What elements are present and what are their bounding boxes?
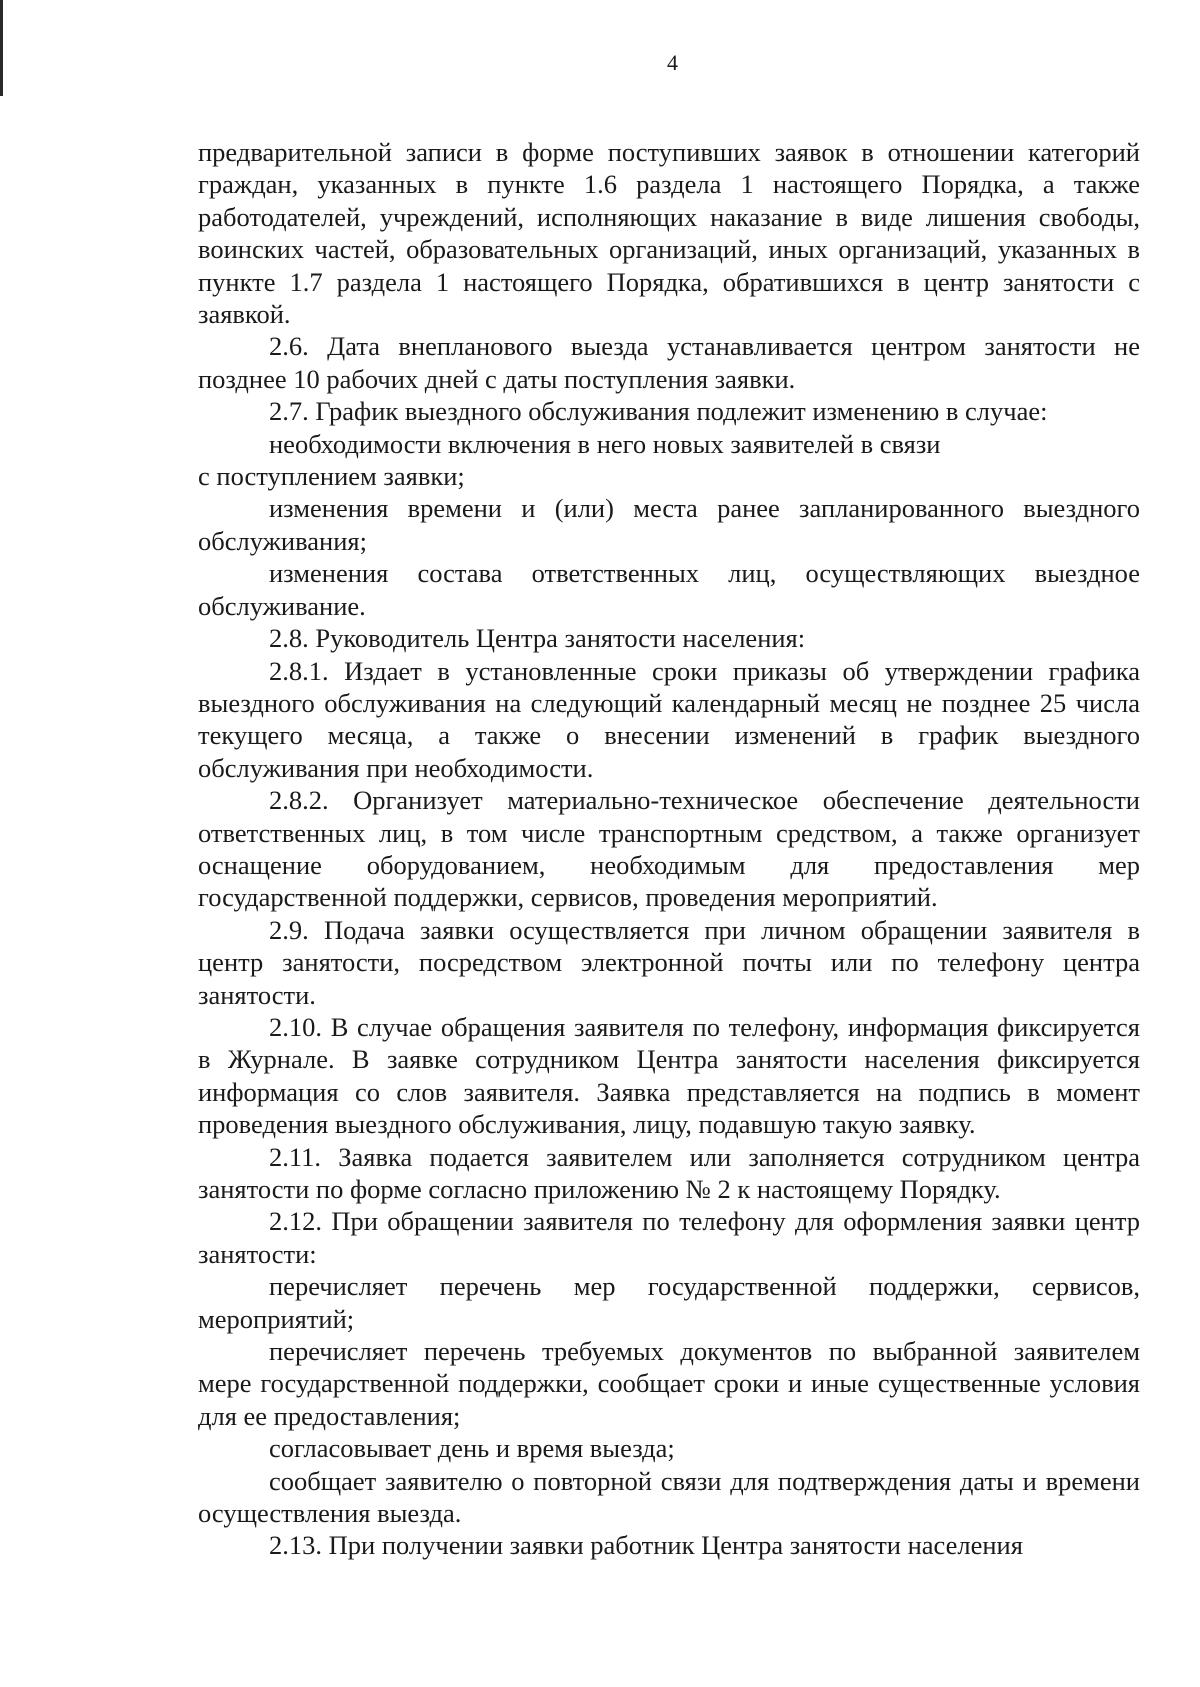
paragraph-2-9: 2.9. Подача заявки осуществляется при личном обращении заявителя в центр занятости, посредством электронной почты или по телефону центра занятости. bbox=[198, 914, 1140, 1010]
paragraph-continuation: предварительной записи в форме поступивших заявок в отношении категорий граждан, указанных в пункте 1.6 раздела 1 настоящего Порядка, а также работодателей, учреждений, исполняющих наказание в виде лишения свободы, воинских частей, образовательных организаций, иных организаций, указанных в пункте 1.7 раздела 1 настоящего Порядка, обратившихся в центр занятости с заявкой. bbox=[198, 137, 1140, 330]
paragraph-2-7: 2.7. График выездного обслуживания подлежит изменению в случае: bbox=[269, 396, 1048, 427]
paragraph-2-6: 2.6. Дата внепланового выезда устанавливается центром занятости не позднее 10 рабочих дней с даты поступления заявки. bbox=[198, 331, 1140, 394]
paragraph-2-8-1: 2.8.1. Издает в установленные сроки приказы об утверждении графика выездного обслуживания на следующий календарный месяц не позднее 25 числа текущего месяца, а также о внесении изменений в график выездного обслуживания при необходимости. bbox=[198, 655, 1140, 783]
list-item-time-place-change: изменения времени и (или) места ранее запланированного выездного обслуживания; bbox=[198, 493, 1140, 556]
paragraph-2-8: 2.8. Руководитель Центра занятости населения: bbox=[269, 623, 806, 654]
paragraph-2-8-2: 2.8.2. Организует материально-техническое обеспечение деятельности ответственных лиц, в том числе транспортным средством, а также организует оснащение оборудованием, необходимым для предоставления мер государственной поддержки, сервисов, проведения мероприятий. bbox=[198, 785, 1140, 913]
document-body bbox=[198, 136, 1140, 1562]
list-item-new-applicants-cont: с поступлением заявки; bbox=[198, 461, 465, 492]
scan-edge-mark bbox=[0, 0, 3, 96]
page-number: 4 bbox=[667, 50, 678, 75]
paragraph-2-13: 2.13. При получении заявки работник Центра занятости населения bbox=[269, 1530, 1023, 1561]
list-item-documents: перечисляет перечень требуемых документов по выбранной заявителем мере государственной поддержки, сообщает сроки и иные существенные условия для ее предоставления; bbox=[198, 1336, 1140, 1431]
list-item-staff-change: изменения состава ответственных лиц, осуществляющих выездное обслуживание. bbox=[198, 558, 1140, 621]
paragraph-2-12: 2.12. При обращении заявителя по телефону для оформления заявки центр занятости: bbox=[198, 1206, 1140, 1269]
list-item-support-measures: перечисляет перечень мер государственной поддержки, сервисов, мероприятий; bbox=[198, 1271, 1140, 1334]
paragraph-2-10: 2.10. В случае обращения заявителя по телефону, информация фиксируется в Журнале. В заявке сотрудником Центра занятости населения фиксируется информация со слов заявителя. Заявка представляется на подпись в момент проведения выездного обслуживания, лицу, подавшую такую заявку. bbox=[198, 1011, 1140, 1140]
list-item-new-applicants: необходимости включения в него новых заявителей в связи bbox=[269, 428, 941, 459]
list-item-agree-date: согласовывает день и время выезда; bbox=[269, 1433, 675, 1464]
list-item-follow-up: сообщает заявителю о повторной связи для подтверждения даты и времени осуществления выезда. bbox=[198, 1465, 1140, 1529]
paragraph-2-11: 2.11. Заявка подается заявителем или заполняется сотрудником центра занятости по форме согласно приложению № 2 к настоящему Порядку. bbox=[198, 1141, 1140, 1204]
